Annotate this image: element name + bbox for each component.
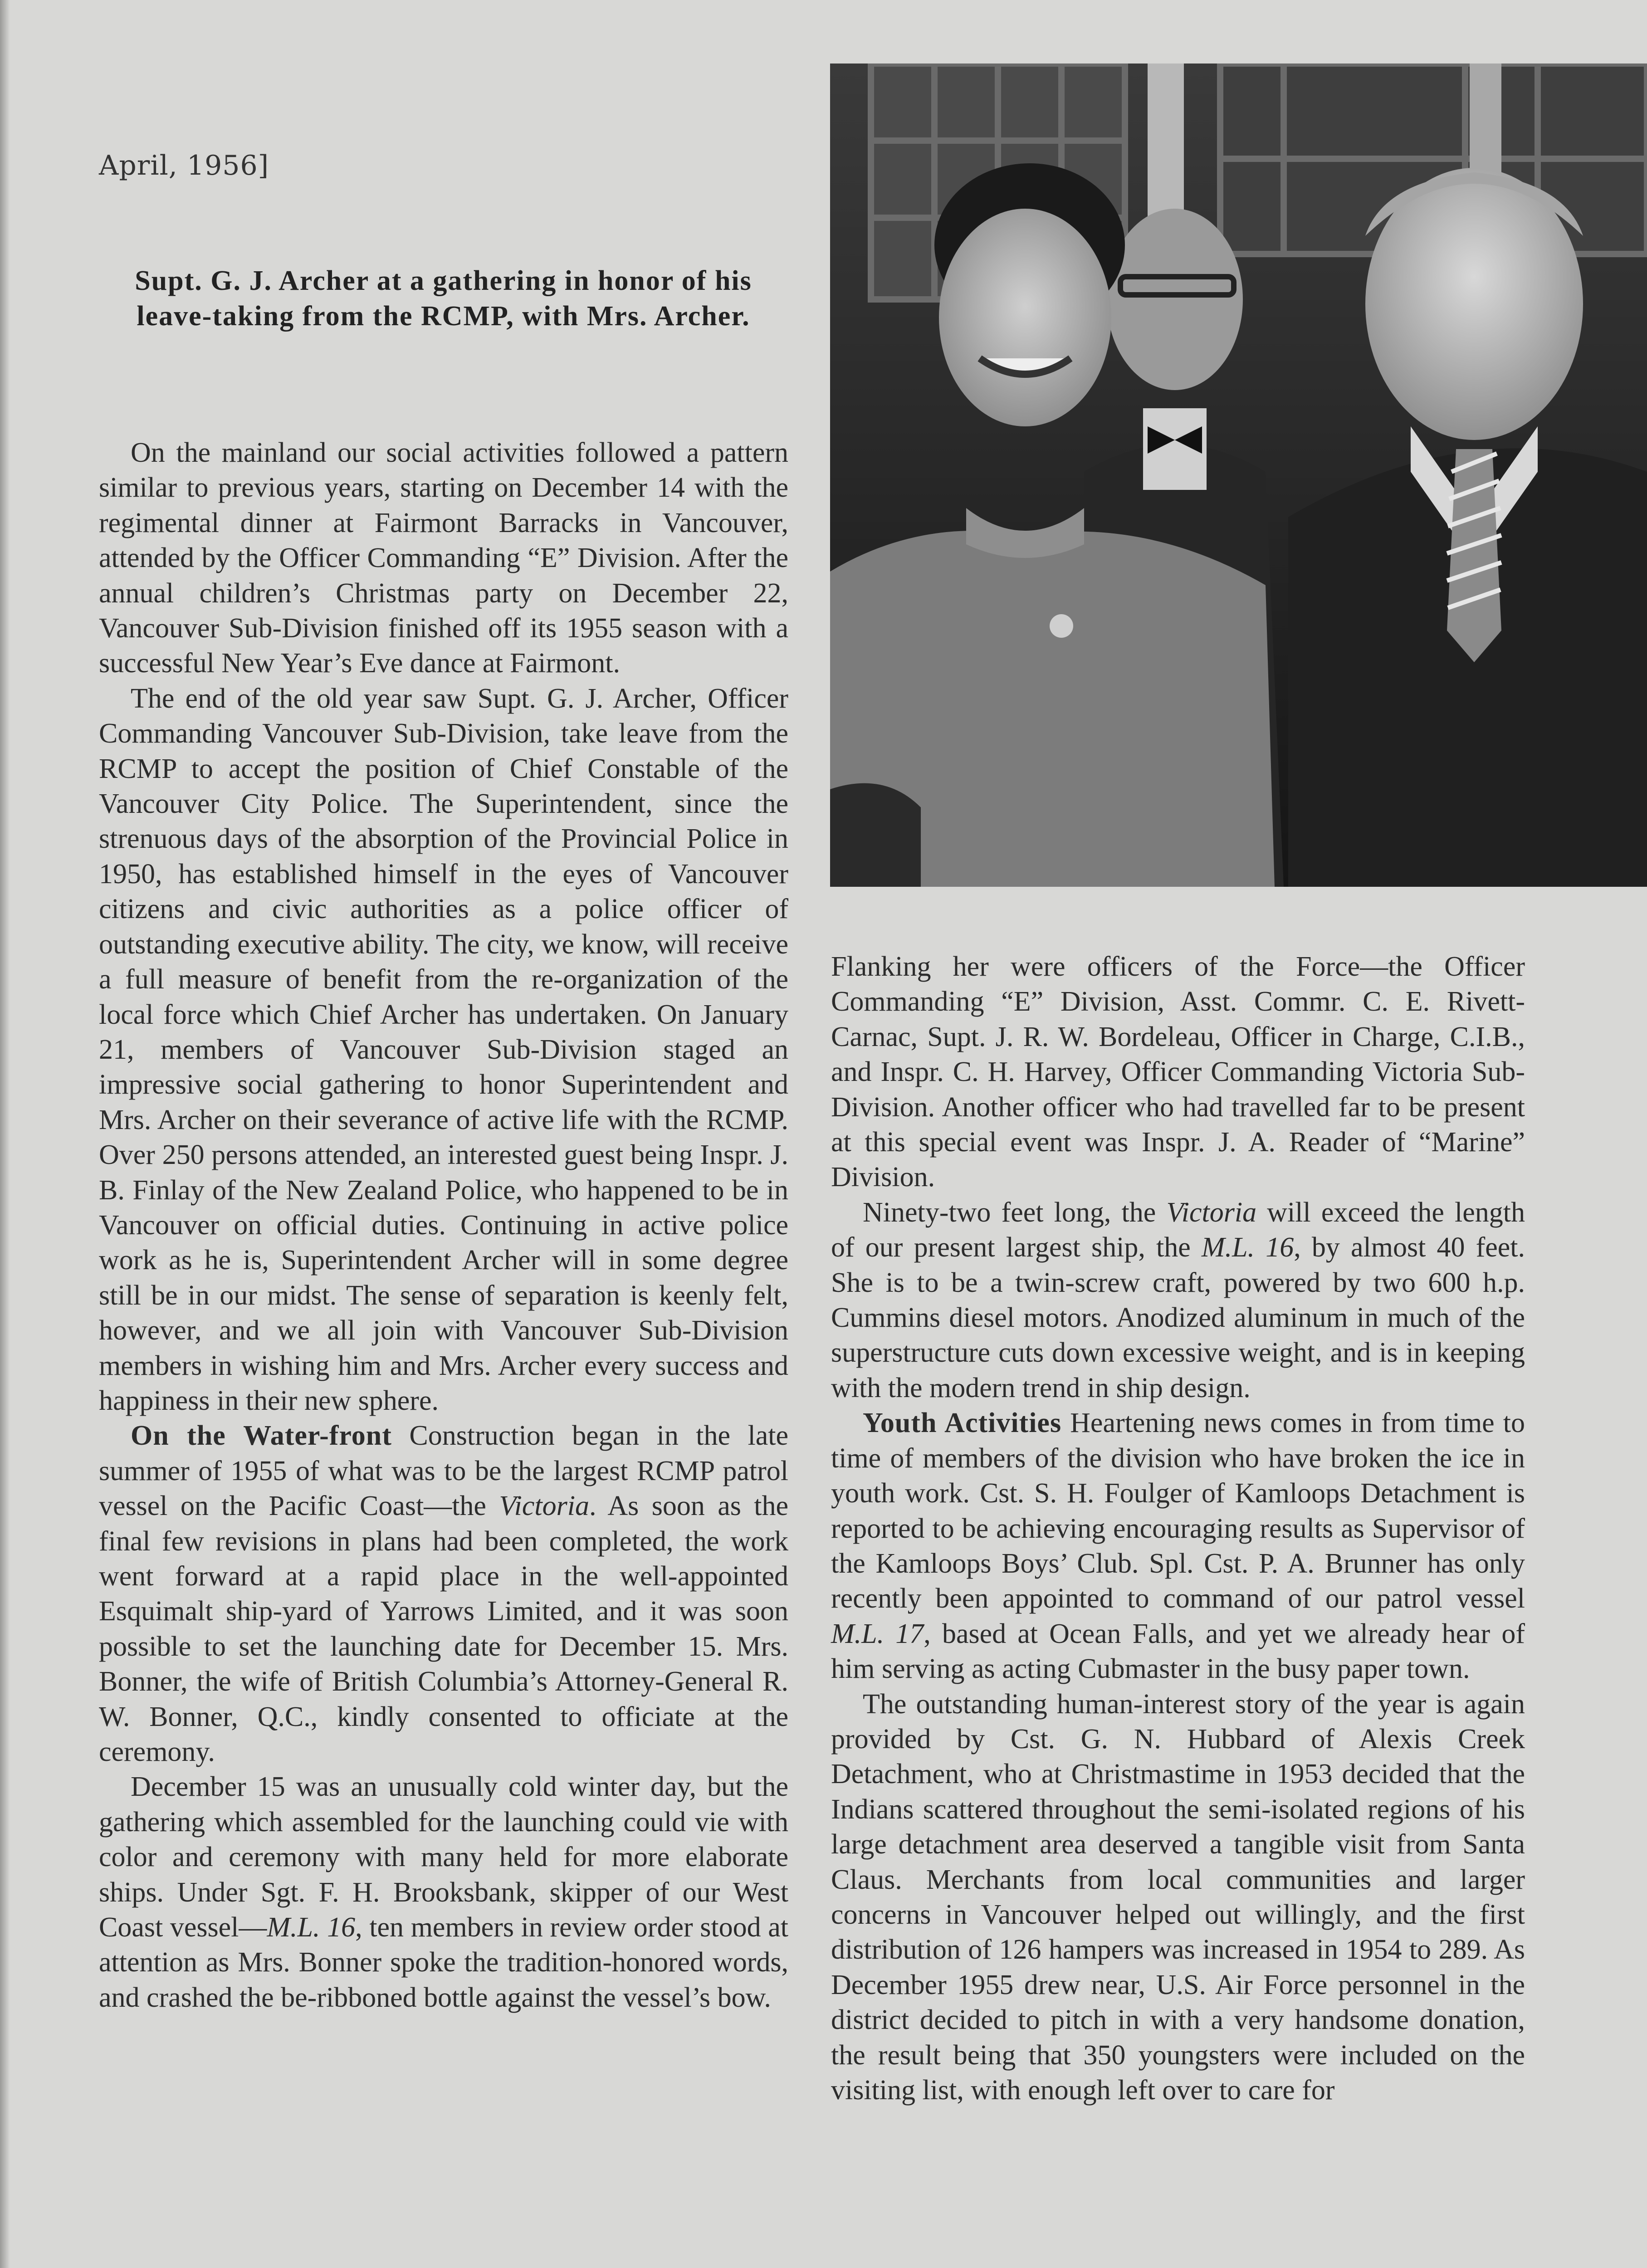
right-column	[831, 949, 1525, 2108]
paragraph-water-front	[99, 1418, 788, 1769]
vessel-name: M.L. 16	[1201, 1232, 1294, 1263]
paragraph-archer-leave: The end of the old year saw Supt. G. J. Archer, Officer Commanding Vancouver Sub-Division, take leave from the RCMP to accept the position of Chief Constable of the Vancouver City Police. The Superintendent, since the strenuous days of the absorption of the Provincial Police in 1950, has established himself in the eyes of Vancouver citizens and civic authorities as a police officer of outstanding executive ability. The city, we know, will receive a full measure of benefit from the re-organization of the local force which Chief Archer has undertaken. On January 21, members of Vancouver Sub-Division staged an impressive social gathering to honor Superintendent and Mrs. Archer on their severance of active life with the RCMP. Over 250 persons attended, an interested guest being Inspr. J. B. Finlay of the New Zealand Police, who happened to be in Vancouver on official duties. Continuing in active police work as he is, Superintendent Archer will in some degree still be in our midst. The sense of separation is keenly felt, however, and we all join with Vancouver Sub-Division members in wishing him and Mrs. Archer every success and happiness in their new sphere.	[99, 683, 788, 1416]
text-segment: Heartening news comes in from time to time of members of the division who have broken the ice in youth work. Cst. S. H. Foulger of Kamloops Detachment is reported to be achieving encouraging results as Supervisor of the Kamloops Boys’ Club. Spl. Cst. P. A. Brunner has only recently been appointed to command of our patrol vessel	[831, 1408, 1525, 1614]
text-segment: , ten members in review order stood at attention as Mrs. Bonner spoke the tradition-honored words, and crashed the be-ribboned bottle against the vessel’s bow.	[99, 1912, 788, 2013]
section-heading-water-front: On the Water-front	[131, 1420, 392, 1452]
section-heading-youth-activities: Youth Activities	[863, 1408, 1062, 1439]
paragraph-vessel-specs	[831, 1195, 1525, 1406]
photo-caption: Supt. G. J. Archer at a gathering in honor of his leave-taking from the RCMP, with Mrs. Archer.	[135, 265, 752, 332]
running-head: April, 1956]	[99, 150, 269, 181]
archer-photograph	[830, 64, 1647, 887]
vessel-name: Victoria	[499, 1491, 589, 1522]
text-segment: December 15 was an unusually cold winter day, but the gathering which assembled for the launching could vie with color and ceremony with many held for more elaborate ships. Under Sgt. F. H. Brooksbank, skipper of our West Coast vessel—	[99, 1771, 788, 1943]
paragraph-social-activities: On the mainland our social activities followed a pattern similar to previous years, starting on December 14 with the regimental dinner at Fairmont Barracks in Vancouver, attended by the Officer Commanding “E” Division. After the annual children’s Christmas party on December 22, Vancouver Sub-Division finished off its 1955 season with a successful New Year’s Eve dance at Fairmont.	[99, 437, 788, 679]
text-segment: will exceed the length of our present largest ship, the	[831, 1197, 1525, 1263]
text-segment: . As soon as the final few revisions in plans had been completed, the work went forward at a rapid place in the well-appointed Esquimalt ship-yard of Yarrows Limited, and it was soon possible to set the launching date for December 15. Mrs. Bonner, the wife of British Columbia’s Attorney-General R. W. Bonner, Q.C., kindly consented to officiate at the ceremony.	[99, 1491, 789, 1768]
paragraph-flanking-officers: Flanking her were officers of the Force—the Officer Commanding “E” Division, Asst. Commr. C. E. Rivett-Carnac, Supt. J. R. W. Bordeleau, Officer in Charge, C.I.B., and Inspr. C. H. Harvey, Officer Commanding Victoria Sub-Division. Another officer who had travelled far to be present at this special event was Inspr. J. A. Reader of “Marine” Division.	[831, 951, 1525, 1193]
page-spine-shadow	[0, 0, 10, 2268]
text-segment: , by almost 40 feet. She is to be a twin-screw craft, powered by two 600 h.p. Cummins diesel motors. Anodized aluminum in much of the superstructure cuts down excessive weight, and is in keeping with the modern trend in ship design.	[831, 1232, 1525, 1403]
photo-illustration	[830, 64, 1647, 887]
paragraph-youth-activities	[831, 1406, 1525, 1686]
left-column	[99, 435, 788, 2015]
vessel-name: Victoria	[1166, 1197, 1257, 1228]
text-segment: Ninety-two feet long, the	[863, 1197, 1167, 1228]
vessel-name: M.L. 17	[831, 1618, 924, 1649]
paragraph-hubbard-story: The outstanding human-interest story of the year is again provided by Cst. G. N. Hubbard of Alexis Creek Detachment, who at Christmastime in 1953 decided that the Indians scattered throughout the semi-isolated regions of his large detachment area deserved a tangible visit from Santa Claus. Merchants from local communities and larger concerns in Vancouver helped out willingly, and the first distribution of 126 hampers was increased in 1954 to 289. As December 1955 drew near, U.S. Air Force personnel in the district decided to pitch in with a very handsome donation, the result being that 350 youngsters were included on the visiting list, with enough left over to care for	[831, 1688, 1525, 2106]
text-segment: Construction began in the late summer of 1955 of what was to be the largest RCMP patrol vessel on the Pacific Coast—the	[99, 1420, 788, 1522]
text-segment: , based at Ocean Falls, and yet we already hear of him serving as acting Cubmaster in the busy paper town.	[831, 1618, 1525, 1685]
paragraph-launching	[99, 1769, 788, 2015]
vessel-name: M.L. 16	[267, 1912, 356, 1943]
